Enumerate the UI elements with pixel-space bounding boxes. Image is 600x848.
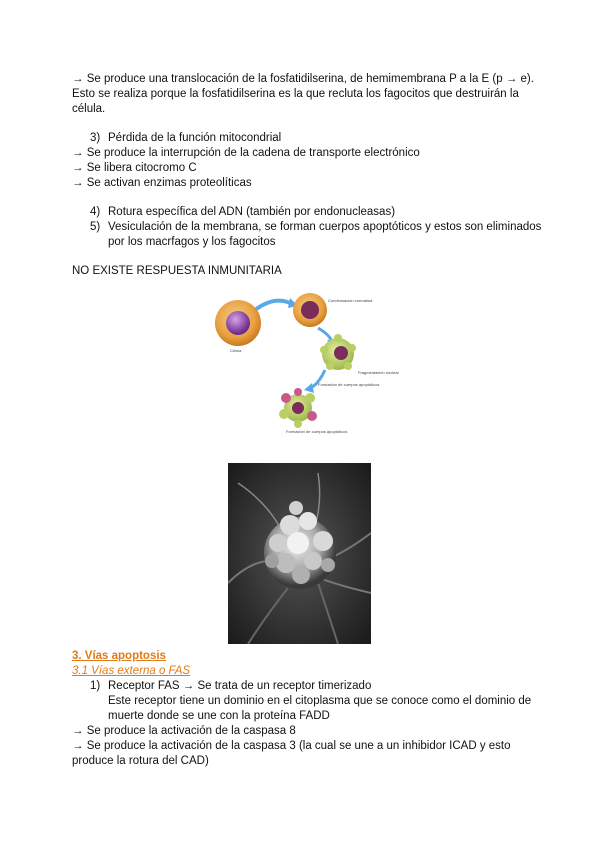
paragraph-line: → Se produce una translocación de la fosfatidilserina, de hemimembrana P a la E (p → e). (72, 73, 534, 85)
statement: NO EXISTE RESPUESTA INMUNITARIA (72, 265, 282, 277)
diagram-label-stage5: Formación de cuerpos apoptóticos (286, 429, 348, 434)
apoptotic-bodies-icon (279, 388, 317, 428)
list-item: Vesiculación de la membrana, se forman cuerpos apoptóticos y estos son eliminados (108, 221, 542, 233)
diagram-label-stage3: Fragmentación nuclear (358, 370, 399, 375)
list-item-continuation: muerte donde se une con la proteína FADD (108, 710, 330, 722)
fragmenting-cell-icon (320, 334, 356, 370)
arrow-line: → Se activan enzimas proteolíticas (72, 177, 252, 189)
section-subheading: 3.1 Vías externa o FAS (72, 665, 191, 677)
list-item-continuation: Este receptor tiene un dominio en el citoplasma que se conoce como el dominio de (108, 695, 532, 707)
list-item: Rotura específica del ADN (también por endonucleasas) (108, 206, 396, 218)
arrow-line: → Se produce la activación de la caspasa 8 (72, 725, 296, 737)
list-number: 4) (90, 206, 101, 218)
diagram-label-stage4: Formación de cuerpos apoptóticos (318, 382, 380, 387)
list-number: 1) (90, 680, 101, 692)
arrow-line: → Se produce la interrupción de la cadena de transporte electrónico (72, 147, 420, 159)
list-item: Receptor FAS → Se trata de un receptor timerizado (108, 680, 372, 692)
list-number: 5) (90, 221, 101, 233)
micrograph-image (228, 463, 371, 644)
paragraph-line: célula. (72, 103, 106, 115)
apoptosis-diagram (200, 290, 410, 440)
diagram-label-cell: Célula (230, 348, 242, 353)
list-number: 3) (90, 132, 101, 144)
arrow-line: → Se produce la activación de la caspasa 3 (la cual se une a un inhibidor ICAD y esto (72, 740, 511, 752)
list-item-continuation: por los macrfagos y los fagocitos (108, 236, 276, 248)
section-heading: 3. Vías apoptosis (72, 650, 166, 662)
arrow-line: produce la rotura del CAD) (72, 755, 209, 767)
arrow-line: → Se libera citocromo C (72, 162, 197, 174)
diagram-label-stage2: Condensación cromatina (328, 298, 373, 303)
list-item: Pérdida de la función mitocondrial (108, 132, 282, 144)
paragraph-line: Esto se realiza porque la fosfatidilserina es la que recluta los fagocitos que destruirán la (72, 88, 519, 100)
arrow-icon (255, 301, 292, 310)
